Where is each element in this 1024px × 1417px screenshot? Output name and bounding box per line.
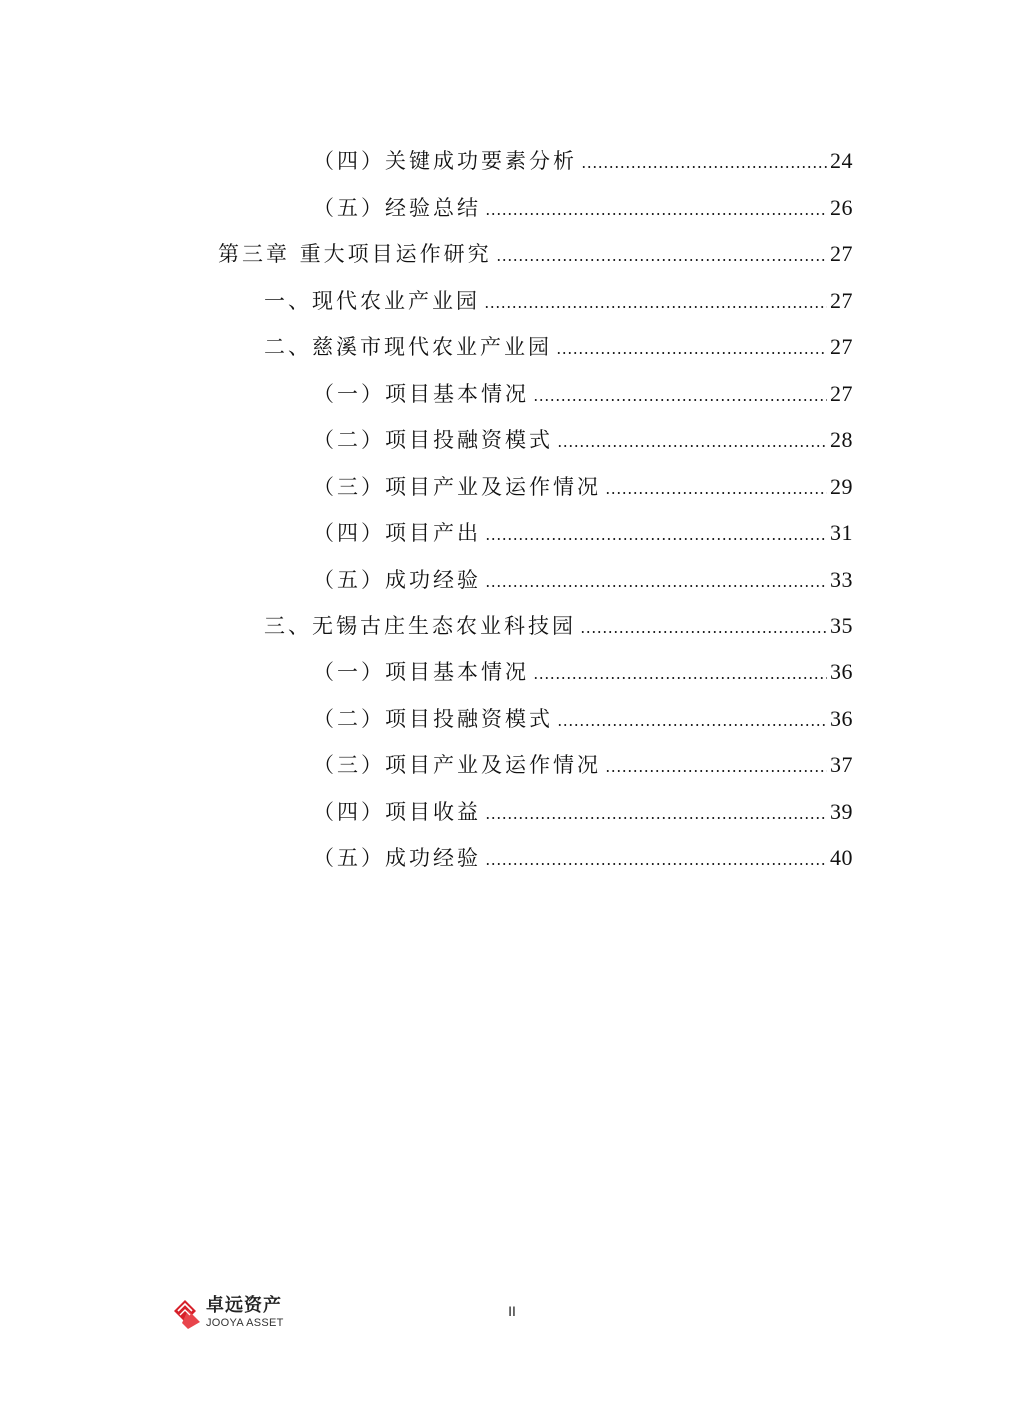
toc-dot-leader xyxy=(533,399,827,401)
toc-entry-page: 27 xyxy=(830,288,853,313)
toc-entry-page: 26 xyxy=(830,195,853,220)
toc-dot-leader xyxy=(485,538,827,540)
toc-entry-title: 三、无锡古庄生态农业科技园 xyxy=(264,614,576,638)
toc-dot-leader xyxy=(557,445,827,447)
toc-entry-page: 29 xyxy=(830,474,853,499)
toc-entry-title: 第三章 重大项目运作研究 xyxy=(218,242,492,266)
toc-dot-leader xyxy=(533,677,827,679)
toc-entry[interactable] xyxy=(218,239,853,269)
toc-entry-title: 二、慈溪市现代农业产业园 xyxy=(264,335,552,359)
toc-entry-page: 27 xyxy=(830,241,853,266)
toc-entry-page: 39 xyxy=(830,799,853,824)
toc-entry[interactable] xyxy=(313,379,853,409)
toc-entry[interactable] xyxy=(313,797,853,827)
toc-entry-page: 28 xyxy=(830,427,853,452)
toc-dot-leader xyxy=(605,492,827,494)
logo-text-chinese: 卓远资产 xyxy=(206,1295,282,1316)
toc-entry-page: 37 xyxy=(830,752,853,777)
toc-entry[interactable] xyxy=(313,750,853,780)
toc-entry-title: （五）成功经验 xyxy=(313,846,481,870)
toc-entry[interactable] xyxy=(313,146,853,176)
toc-entry-title: （二）项目投融资模式 xyxy=(313,428,553,452)
toc-dot-leader xyxy=(496,259,827,261)
toc-dot-leader xyxy=(557,724,827,726)
toc-entry-page: 36 xyxy=(830,659,853,684)
toc-dot-leader xyxy=(556,352,827,354)
toc-entry[interactable] xyxy=(313,704,853,734)
toc-dot-leader xyxy=(485,585,827,587)
toc-entry[interactable] xyxy=(313,565,853,595)
toc-entry-title: （四）项目收益 xyxy=(313,800,481,824)
toc-entry[interactable] xyxy=(313,843,853,873)
logo-mark-icon xyxy=(172,1298,204,1330)
toc-dot-leader xyxy=(485,213,827,215)
toc-entry[interactable] xyxy=(264,332,853,362)
toc-entry-title: （一）项目基本情况 xyxy=(313,660,529,684)
page-number: II xyxy=(508,1303,516,1319)
toc-entry-title: （三）项目产业及运作情况 xyxy=(313,475,601,499)
toc-dot-leader xyxy=(605,770,827,772)
toc-entry-page: 36 xyxy=(830,706,853,731)
toc-entry-page: 35 xyxy=(830,613,853,638)
toc-entry[interactable] xyxy=(264,286,853,316)
toc-entry[interactable] xyxy=(313,472,853,502)
toc-dot-leader xyxy=(580,631,827,633)
toc-dot-leader xyxy=(581,166,827,168)
toc-dot-leader xyxy=(485,863,827,865)
toc-entry-title: （三）项目产业及运作情况 xyxy=(313,753,601,777)
toc-entry-title: （五）成功经验 xyxy=(313,568,481,592)
toc-entry-page: 40 xyxy=(830,845,853,870)
toc-entry[interactable] xyxy=(264,611,853,641)
toc-entry-title: （四）关键成功要素分析 xyxy=(313,149,577,173)
toc-entry-page: 27 xyxy=(830,381,853,406)
toc-entry-page: 31 xyxy=(830,520,853,545)
toc-entry-page: 27 xyxy=(830,334,853,359)
toc-entry-title: （二）项目投融资模式 xyxy=(313,707,553,731)
toc-dot-leader xyxy=(484,306,827,308)
company-logo xyxy=(172,1296,302,1332)
toc-entry[interactable] xyxy=(313,425,853,455)
toc-entry[interactable] xyxy=(313,657,853,687)
toc-entry[interactable] xyxy=(313,193,853,223)
toc-entry-title: （一）项目基本情况 xyxy=(313,382,529,406)
toc-entry-page: 24 xyxy=(830,148,853,173)
toc-entry-title: （四）项目产出 xyxy=(313,521,481,545)
toc-entry-title: （五）经验总结 xyxy=(313,196,481,220)
toc-entry-page: 33 xyxy=(830,567,853,592)
toc-entry[interactable] xyxy=(313,518,853,548)
logo-text-english: JOOYA ASSET xyxy=(206,1317,284,1329)
toc-dot-leader xyxy=(485,817,827,819)
toc-entry-title: 一、现代农业产业园 xyxy=(264,289,480,313)
